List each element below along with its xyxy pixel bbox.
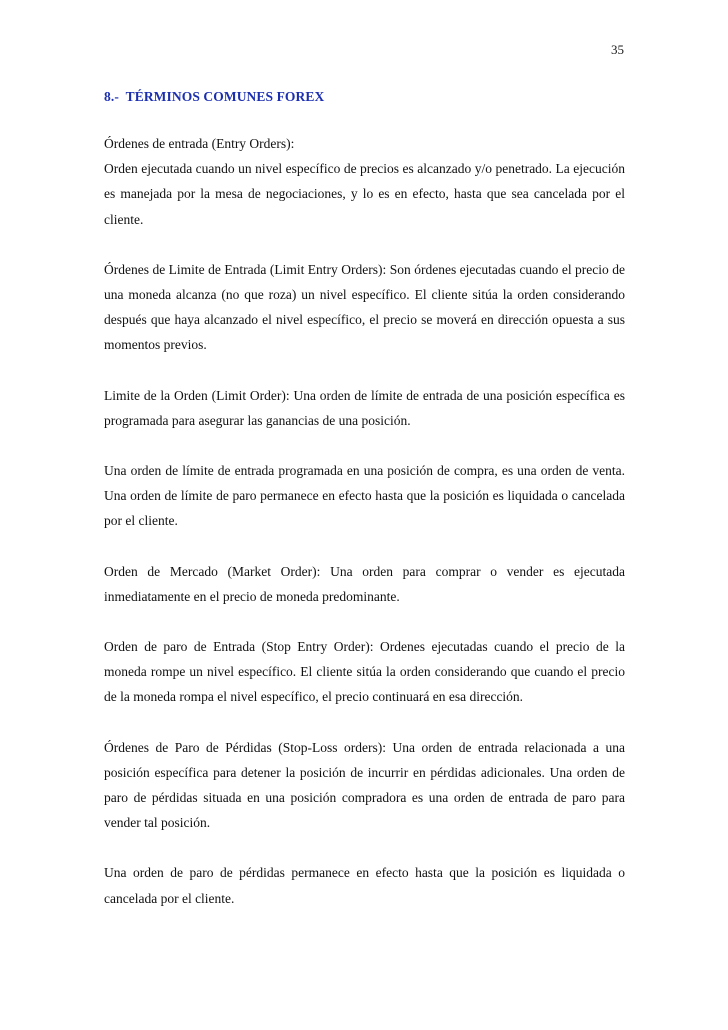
section-title: 8.- TÉRMINOS COMUNES FOREX [104, 89, 325, 104]
paragraph-limit-order: Limite de la Orden (Limit Order): Una orden de límite de entrada de una posición específica es programada para asegurar las ganancias de una posición. [104, 387, 625, 428]
paragraph-heading-entry-orders: Órdenes de entrada (Entry Orders): [104, 136, 295, 151]
document-body [104, 131, 625, 936]
paragraph-limit-entry-orders: Órdenes de Limite de Entrada (Limit Entry Orders): Son órdenes ejecutadas cuando el precio de una moneda alcanza (no que roza) un nivel específico. El cliente sitúa la orden considerando después que haya alcanzado el nivel específico, el precio se moverá en dirección opuesta a sus momentos previos. [104, 261, 625, 353]
paragraph-text-entry-orders: Orden ejecutada cuando un nivel específico de precios es alcanzado y/o penetrado. La ejecución es manejada por la mesa de negociaciones, y lo es en efecto, hasta que sea cancelada por el cliente. [104, 161, 625, 227]
paragraph-stop-entry-order: Orden de paro de Entrada (Stop Entry Order): Ordenes ejecutadas cuando el precio de la moneda rompe un nivel específico. El cliente sitúa la orden considerando que cuando el precio de la moneda rompa el nivel específico, el precio continuará en esa dirección. [104, 639, 625, 705]
paragraph-market-order: Orden de Mercado (Market Order): Una orden para comprar o vender es ejecutada inmediatamente en el precio de moneda predominante. [104, 563, 625, 604]
paragraph-stop-loss-orders: Órdenes de Paro de Pérdidas (Stop-Loss orders): Una orden de entrada relacionada a una posición específica para detener la posición de incurrir en pérdidas adicionales. Una orden de paro de pérdidas situada en una posición compradora es una orden de entrada de paro para vender tal posición. [104, 739, 625, 831]
paragraph-entry-orders [104, 131, 625, 232]
page-number: 35 [611, 42, 624, 57]
paragraph-limit-order-note: Una orden de límite de entrada programada en una posición de compra, es una orden de venta. Una orden de límite de paro permanece en efecto hasta que la posición es liquidada o cancelada por el cliente. [104, 463, 625, 529]
paragraph-stop-loss-note: Una orden de paro de pérdidas permanece en efecto hasta que la posición es liquidada o cancelada por el cliente. [104, 865, 625, 906]
